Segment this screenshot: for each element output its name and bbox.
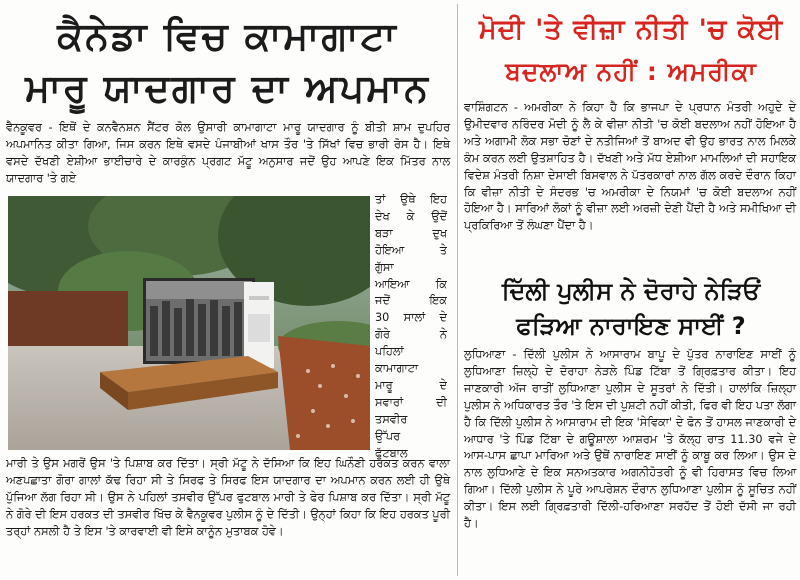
left-article-tail: ਮਾਰੀ ਤੇ ਉਸ ਮਗਰੋਂ ਉਸ 'ਤੇ ਪਿਸ਼ਾਬ ਕਰ ਦਿੱਤਾ। ਸ੍ਰੀ ਮੱਟੂ ਨੇ ਦੱਸਿਆ ਕਿ ਇਹ ਘਿਨੌਣੀ ਹਰਕਤ ਕਰਨ ਵਾਲਾ ਅਣਪਛਾਤਾ ਗੋਰਾ ਗਾਲਾਂ ਕੱਢ ਰਿਹਾ ਸੀ ਤੇ ਸਿਰਫ ਤੇ ਸਿਰਫ ਇਸ ਯਾਦਗਾਰ ਦਾ ਅਪਮਾਨ ਕਰਨ ਲਈ ਹੀ ਉਥੇ ਪੁੱਜਿਆ ਲੱਗ ਰਿਹਾ ਸੀ। ਉਸ ਨੇ ਪਹਿਲਾਂ ਤਸਵੀਰ ਉੱਪਰ ਫੁਟਬਾਲ ਮਾਰੀ ਤੇ ਫੇਰ ਪਿਸ਼ਾਬ ਕਰ ਦਿੱਤਾ। ਸ੍ਰੀ ਮੱਟੂ ਨੇ ਗੋਰੇ ਦੀ ਇਸ ਹਰਕਤ ਦੀ ਤਸਵੀਰ ਖਿੱਚ ਕੇ ਵੈਨਕੂਵਰ ਪੁਲੀਸ ਨੂੰ ਦੇ ਦਿੱਤੀ। ਉਨ੍ਹਾਂ ਕਿਹਾ ਕਿ ਇਹ ਹਰਕਤ ਪੂਰੀ ਤਰ੍ਹਾਂ ਨਸਲੀ ਹੈ ਤੇ ਇਸ 'ਤੇ ਕਾਰਵਾਈ ਵੀ ਇਸੇ ਕਾਨੂੰਨ ਮੁਤਾਬਕ ਹੋਵੇ। [6,457,450,538]
narrow-line: ਮਾਰੂ ਦੇ [375,378,447,392]
narrow-line: ਦੇਖ ਕੇ ਉਦੋਂ [375,209,447,223]
narrow-line: ਤਾਂ ਉਥੇ ਇਹ [375,193,447,206]
narrow-line: ਤਸਵੀਰ [375,412,408,426]
narrow-line: ਗੁੱਸਾ [375,260,394,274]
narrow-line: ਕਾਮਾਗਾਟਾ [375,362,419,376]
left-article-lead: ਵੈਨਕੂਵਰ - ਇਥੋਂ ਦੇ ਕਨਵੈਨਸ਼ਨ ਸੈਂਟਰ ਕੋਲ ਉਸਾਰੀ ਕਾਮਾਗਾਟਾ ਮਾਰੂ ਯਾਦਗਾਰ ਨੂੰ ਬੀਤੀ ਸ਼ਾਮ ਦੁਪਹਿਰ ਅਪਮਾਨਿਤ ਕੀਤਾ ਗਿਆ, ਜਿਸ ਕਰਨ ਇਥੇ ਵਸਦੇ ਪੰਜਾਬੀਆਂ ਖਾਸ ਤੌਰ 'ਤੇ ਸਿੱਖਾਂ ਵਿਚ ਭਾਰੀ ਰੋਸ ਹੈ। ਇਥੇ ਵਸਦੇ ਦੱਖਣੀ ਏਸ਼ੀਆ ਭਾਈਚਾਰੇ ਦੇ ਕਾਰਕੁੰਨ ਪ੍ਰਗਟ ਮੱਟੂ ਅਨੁਸਾਰ ਜਦੋਂ ਉਹ ਆਪਣੇ ਇਕ ਮਿੱਤਰ ਨਾਲ ਯਾਦਗਾਰ 'ਤੇ ਗਏ [6,121,450,185]
narrow-line: ਉੱਪਰ [375,429,401,443]
narrow-line: ਸਵਾਰਾਂ ਦੀ [375,395,447,409]
memorial-photo [8,196,370,450]
police-headline-line2: ਫੜਿਆ ਨਾਰਾਇਣ ਸਾਈਂ ? [516,312,746,340]
police-headline-line1: ਦਿੱਲੀ ਪੁਲੀਸ ਨੇ ਦੋਰਾਹੇ ਨੇੜਿਓਂ [501,277,761,305]
narrow-line: ਫੁੱਟਬਾਲ [375,446,408,460]
narrow-line: ਆਇਆ ਕਿ [375,277,447,291]
narrow-line: ਗੋਰੇ ਨੇ [375,328,447,342]
narrow-line: ਬੜਾ ਦੁਖ [375,226,447,240]
narrow-line: ਪਹਿਲਾਂ [375,345,404,359]
memorial-photo-illustration [8,196,370,450]
left-headline-line1: ਕੈਨੇਡਾ ਵਿਚ ਕਾਮਾਗਾਟਾ [57,14,398,58]
narrow-line: 30 ਸਾਲਾਂ ਦੇ [375,311,447,325]
narrow-line: ਹੋਇਆ ਤੇ [375,243,447,257]
left-headline-line2: ਮਾਰੂ ਯਾਦਗਾਰ ਦਾ ਅਪਮਾਨ [25,66,430,110]
narrow-column [375,192,447,463]
visa-headline-line1: ਮੋਦੀ 'ਤੇ ਵੀਜ਼ਾ ਨੀਤੀ 'ਚ ਕੋਈ [478,14,783,45]
column-divider [457,4,458,576]
narrow-line: ਜਦੋਂ ਇਕ [375,294,447,308]
visa-headline-line2: ਬਦਲਾਅ ਨਹੀਂ : ਅਮਰੀਕਾ [505,57,757,86]
visa-article-body: ਵਾਸ਼ਿੰਗਟਨ - ਅਮਰੀਕਾ ਨੇ ਕਿਹਾ ਹੈ ਕਿ ਭਾਜਪਾ ਦੇ ਪ੍ਰਧਾਨ ਮੰਤਰੀ ਅਹੁਦੇ ਦੇ ਉਮੀਦਵਾਰ ਨਰਿੰਦਰ ਮੋਦੀ ਨੂੰ ਲੈ ਕੇ ਵੀਜ਼ਾ ਨੀਤੀ 'ਚ ਕੋਈ ਬਦਲਾਅ ਨਹੀਂ ਹੋਇਆ ਹੈ ਅਤੇ ਅਗਾਮੀ ਲੋਕ ਸਭਾ ਚੋਣਾਂ ਦੇ ਨਤੀਜਿਆਂ ਤੋਂ ਬਾਅਦ ਵੀ ਉਹ ਭਾਰਤ ਨਾਲ ਮਿਲਕੇ ਕੰਮ ਕਰਨ ਲਈ ਉਤਸ਼ਾਹਿਤ ਹੈ। ਦੱਖਣੀ ਅਤੇ ਮੱਧ ਏਸ਼ੀਆ ਮਾਮਲਿਆਂ ਦੀ ਸਹਾਇਕ ਵਿਦੇਸ਼ ਮੰਤਰੀ ਨਿਸ਼ਾ ਦੇਸਾਈ ਬਿਸਵਾਲ ਨੇ ਪੱਤਰਕਾਰਾਂ ਨਾਲ ਗੱਲ ਕਰਦੇ ਦੌਰਾਨ ਕਿਹਾ ਕਿ ਵੀਜ਼ਾ ਨੀਤੀ ਦੇ ਸੰਦਰਭ 'ਚ ਅਮਰੀਕਾ ਦੇ ਨਿਯਮਾਂ 'ਚ ਕੋਈ ਬਦਲਾਅ ਨਹੀਂ ਹੋਇਆ ਹੈ। ਸਾਰਿਆਂ ਲੋਕਾਂ ਨੂੰ ਵੀਜ਼ਾ ਲਈ ਅਰਜ਼ੀ ਦੇਣੀ ਪੈਂਦੀ ਹੈ ਅਤੇ ਸਮੀਖਿਆ ਦੀ ਪ੍ਰਕਿਰਿਆ ਤੋਂ ਲੰਘਣਾ ਪੈਂਦਾ ਹੈ। [464,101,796,233]
police-article-body: ਲੁਧਿਆਣਾ - ਦਿੱਲੀ ਪੁਲੀਸ ਨੇ ਆਸਾਰਾਮ ਬਾਪੂ ਦੇ ਪੁੱਤਰ ਨਾਰਾਇਣ ਸਾਈਂ ਨੂੰ ਲੁਧਿਆਣਾ ਜ਼ਿਲ੍ਹੇ ਦੇ ਦੋਰਾਹਾ ਨੇੜਲੇ ਪਿੰਡ ਟਿੱਬਾ ਤੋਂ ਗ੍ਰਿਫ਼ਤਾਰ ਕੀਤਾ। ਇਹ ਜਾਣਕਾਰੀ ਅੱਜ ਰਾਤੀਂ ਲੁਧਿਆਣਾ ਪੁਲੀਸ ਦੇ ਸੂਤਰਾਂ ਨੇ ਦਿੱਤੀ। ਹਾਲਾਂਕਿ ਜ਼ਿਲ੍ਹਾ ਪੁਲੀਸ ਨੇ ਅਧਿਕਾਰਤ ਤੌਰ 'ਤੇ ਇਸ ਦੀ ਪੁਸ਼ਟੀ ਨਹੀਂ ਕੀਤੀ, ਫਿਰ ਵੀ ਇਹ ਪਤਾ ਲੱਗਾ ਹੈ ਕਿ ਦਿੱਲੀ ਪੁਲੀਸ ਨੇ ਆਸਾਰਾਮ ਦੀ ਇਕ 'ਸੇਵਿਕਾ' ਦੇ ਫੋਨ ਤੋਂ ਹਾਸਲ ਜਾਣਕਾਰੀ ਦੇ ਆਧਾਰ 'ਤੇ ਪਿੰਡ ਟਿੱਬਾ ਦੇ ਗਊਸ਼ਾਲਾ ਆਸ਼ਰਮ 'ਤੇ ਕੱਲ੍ਹ ਰਾਤ 11.30 ਵਜੇ ਦੇ ਆਸ-ਪਾਸ ਛਾਪਾ ਮਾਰਿਆ ਅਤੇ ਉਥੋਂ ਨਾਰਾਇਣ ਸਾਈਂ ਨੂੰ ਕਾਬੂ ਕਰ ਲਿਆ। ਉਸ ਦੇ ਨਾਲ ਲੁਧਿਆਣੇ ਦੇ ਇਕ ਸਨਅਤਕਾਰ ਅਗਨੀਹੋਤਰੀ ਨੂੰ ਵੀ ਹਿਰਾਸਤ ਵਿਚ ਲਿਆ ਗਿਆ। ਦਿੱਲੀ ਪੁਲੀਸ ਨੇ ਪੂਰੇ ਆਪਰੇਸ਼ਨ ਦੌਰਾਨ ਲੁਧਿਆਣਾ ਪੁਲੀਸ ਨੂੰ ਸੂਚਿਤ ਨਹੀਂ ਕੀਤਾ। ਇਸ ਲਈ ਗ੍ਰਿਫ਼ਤਾਰੀ ਦਿੱਲੀ-ਹਰਿਆਣਾ ਸਰਹੱਦ ਤੋਂ ਹੋਈ ਦੱਸੀ ਜਾ ਰਹੀ ਹੈ। [464,348,796,531]
